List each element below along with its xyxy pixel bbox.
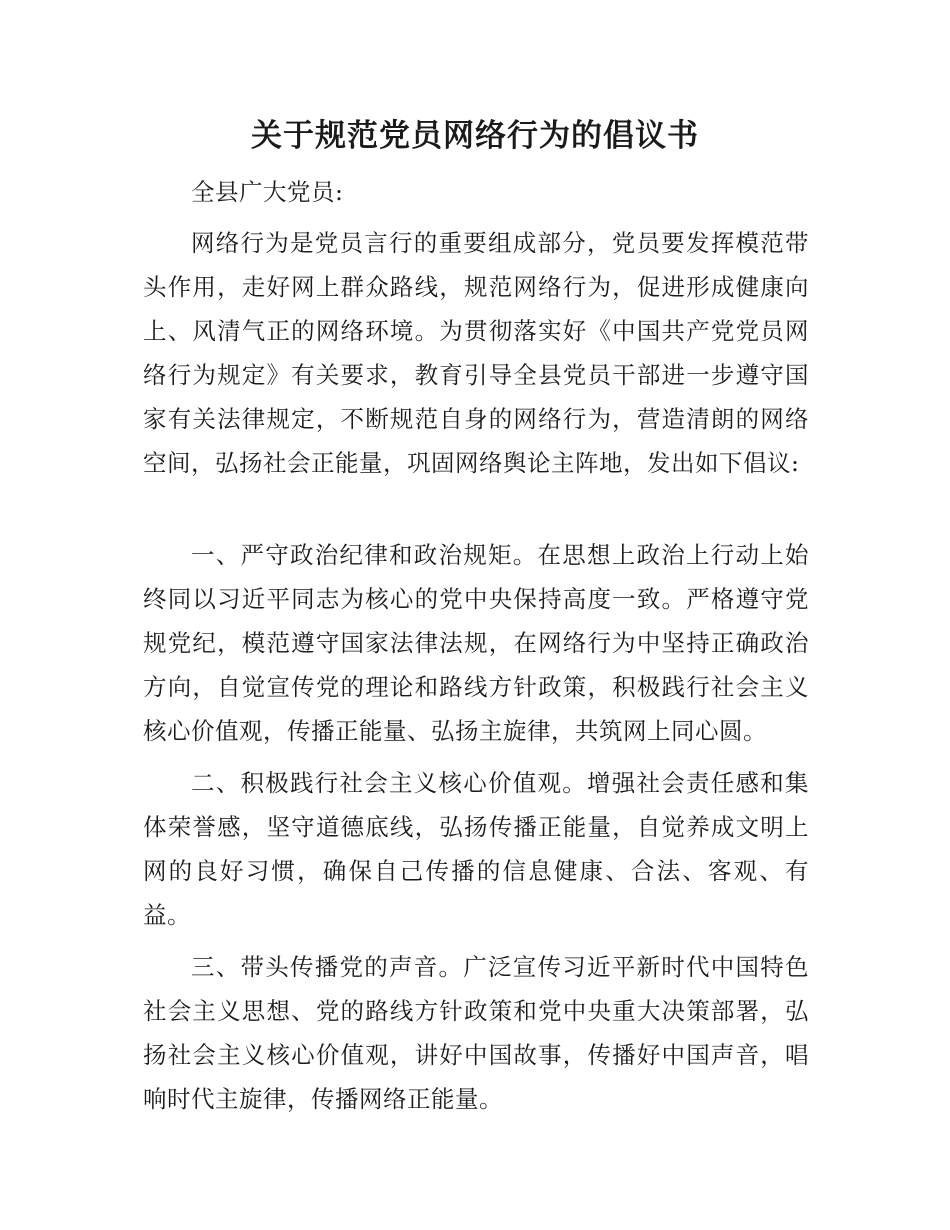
paragraph-item-1: 一、严守政治纪律和政治规矩。在思想上政治上行动上始终同以习近平同志为核心的党中央保持高度一致。严格遵守党规党纪，模范遵守国家法律法规，在网络行为中坚持正确政治方向，自觉宣传党的理论和路线方针政策，积极践行社会主义核心价值观，传播正能量、弘扬主旋律，共筑网上同心圆。 xyxy=(143,541,809,745)
document-title: 关于规范党员网络行为的倡议书 xyxy=(251,118,699,154)
paragraph-item-2: 二、积极践行社会主义核心价值观。增强社会责任感和集体荣誉感，坚守道德底线，弘扬传播正能量，自觉养成文明上网的良好习惯，确保自己传播的信息健康、合法、客观、有益。 xyxy=(143,769,809,929)
salutation: 全县广大党员: xyxy=(191,178,344,206)
paragraph-intro: 网络行为是党员言行的重要组成部分，党员要发挥模范带头作用，走好网上群众路线，规范网络行为，促进形成健康向上、风清气正的网络环境。为贯彻落实好《中国共产党党员网络行为规定》有关要求，教育引导全县党员干部进一步遵守国家有关法律规定，不断规范自身的网络行为，营造清朗的网络空间，弘扬社会正能量，巩固网络舆论主阵地，发出如下倡议: xyxy=(143,229,809,477)
paragraph-item-3: 三、带头传播党的声音。广泛宣传习近平新时代中国特色社会主义思想、党的路线方针政策和党中央重大决策部署，弘扬社会主义核心价值观，讲好中国故事，传播好中国声音，唱响时代主旋律，传播网络正能量。 xyxy=(143,953,809,1113)
